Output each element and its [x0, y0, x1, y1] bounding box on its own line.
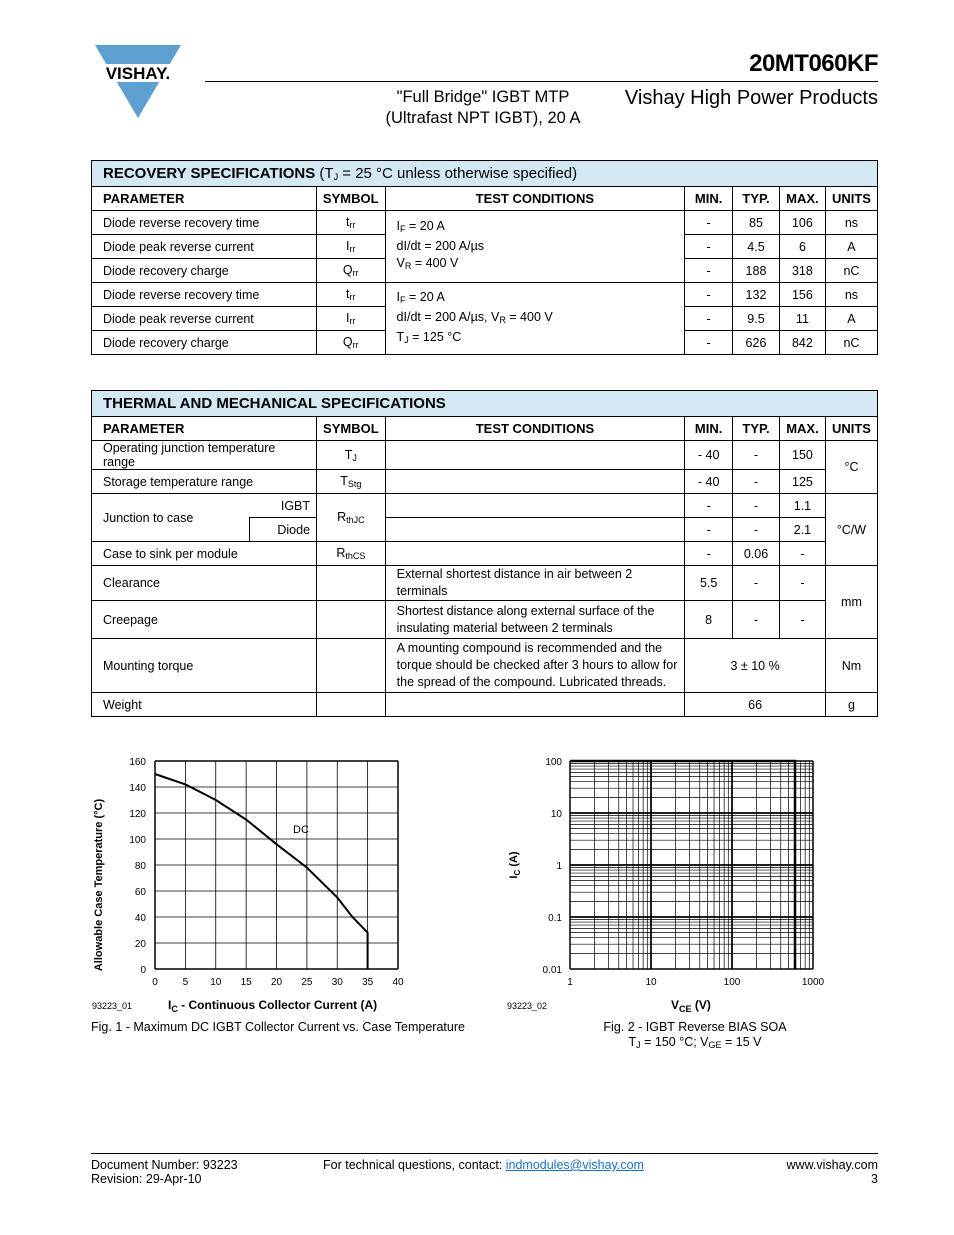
table-row: Case to sink per module $R_{thCS}$ - 0.06 -	[92, 542, 878, 566]
table-row: Clearance External shortest distance in air between 2 terminals 5.5 - - mm	[92, 566, 878, 601]
subtitle-line-1: "Full Bridge" IGBT MTP	[396, 88, 570, 106]
footer-doc-info: Document Number: 93223 Revision: 29-Apr-10	[91, 1158, 238, 1186]
y-tick-label: 100	[545, 757, 562, 768]
table-row: Operating junction temperature range $T_J$ - 40 - 150 °C	[92, 441, 878, 470]
division-name: Vishay High Power Products	[624, 87, 878, 109]
x-tick-label: 10	[645, 977, 657, 988]
x-axis-label: $I_C$ - Continuous Collector Current (A)	[168, 998, 378, 1014]
y-tick-label: 60	[134, 887, 146, 898]
contact-email-link[interactable]: indmodules@vishay.com	[505, 1158, 644, 1172]
footer-rule	[91, 1153, 878, 1154]
y-tick-label: 10	[550, 809, 562, 820]
table-row: Diode recovery charge $Q_{rr}$ - 188 318 nC	[92, 259, 878, 283]
footer-web	[787, 1158, 878, 1186]
logo-text: VISHAY.	[105, 64, 171, 83]
y-tick-label: 160	[129, 757, 146, 768]
table-row: Weight 66 g	[92, 693, 878, 717]
x-tick-label: 5	[182, 977, 189, 988]
y-tick-label: 0.1	[548, 913, 562, 924]
recovery-specifications-table	[91, 160, 878, 355]
table-row: Junction to case IGBT $R_{thJC}$ - - 1.1 °C/W	[92, 494, 878, 518]
vishay-logo	[92, 42, 184, 120]
figure-1-caption: Fig. 1 - Maximum DC IGBT Collector Current vs. Case Temperature	[91, 1020, 465, 1034]
x-tick-label: 15	[240, 977, 252, 988]
y-tick-label: 40	[134, 913, 146, 924]
header-rule	[205, 81, 878, 82]
y-axis-label: $I_C$ (A)	[508, 851, 522, 879]
x-tick-label: 25	[301, 977, 313, 988]
table-row: Diode reverse recovery time $t_{rr}$ $I_F = 20$ A dI/dt = 200 A/µs $V_R = 400$ V - 85 106 ns	[92, 211, 878, 235]
table-header-row: PARAMETER SYMBOL TEST CONDITIONS MIN. TYP. MAX. UNITS	[92, 187, 878, 211]
annotation-dc: DC	[293, 824, 309, 836]
test-conditions-25c: $I_F = 20$ A dI/dt = 200 A/µs $V_R = 400$ V	[385, 211, 685, 283]
x-tick-label: 20	[270, 977, 283, 988]
x-tick-label: 0	[152, 977, 158, 988]
figure-2-chart	[500, 750, 840, 1018]
y-tick-label: 20	[134, 939, 146, 950]
x-tick-label: 30	[331, 977, 343, 988]
table-row: Diode recovery charge $Q_{rr}$ - 626 842 nC	[92, 331, 878, 355]
y-axis-label: Allowable Case Temperature (°C)	[93, 798, 105, 972]
footer-contact: For technical questions, contact: indmodules@vishay.com	[323, 1158, 644, 1172]
series-line-dc	[155, 774, 368, 969]
x-tick-label: 1	[567, 977, 573, 988]
recovery-table-title: RECOVERY SPECIFICATIONS ($T_J = 25$ °C unless otherwise specified)	[92, 161, 878, 187]
subtitle-line-2: (Ultrafast NPT IGBT), 20 A	[385, 109, 581, 127]
figure-1-chart	[85, 750, 425, 1018]
table-row: Creepage Shortest distance along external surface of the insulating material between 2 terminals 8 - -	[92, 601, 878, 639]
chart-grid	[155, 761, 398, 969]
product-subtitle	[372, 87, 594, 129]
thermal-mechanical-table	[91, 390, 878, 717]
test-conditions-125c: $I_F = 20$ A dI/dt = 200 A/µs, $V_R = 400$ V $T_J = 125$ °C	[385, 283, 685, 355]
y-tick-label: 80	[134, 861, 146, 872]
chart-grid	[570, 761, 813, 969]
table-header-row: PARAMETER SYMBOL TEST CONDITIONS MIN. TYP. MAX. UNITS	[92, 417, 878, 441]
x-axis-label: $V_{CE}$ (V)	[671, 998, 711, 1014]
x-tick-label: 1000	[801, 977, 825, 988]
y-tick-label: 1	[556, 861, 562, 872]
page-number: 3	[871, 1172, 878, 1186]
table-row: Storage temperature range $T_{Stg}$ - 40 - 125	[92, 470, 878, 494]
table-row: Diode - - 2.1	[92, 518, 878, 542]
table-row: Diode peak reverse current $I_{rr}$ - 9.5 11 A	[92, 307, 878, 331]
part-number: 20MT060KF	[749, 50, 878, 77]
table-row: Diode peak reverse current $I_{rr}$ - 4.5 6 A	[92, 235, 878, 259]
figure-code: 93223_01	[92, 1001, 133, 1011]
y-tick-label: 120	[129, 809, 146, 820]
website-link[interactable]: www.vishay.com	[786, 1158, 878, 1172]
table-row: Diode reverse recovery time $t_{rr}$ $I_F = 20$ A dI/dt = 200 A/µs, $V_R = 400$ V $T_J = 125$ °C - 132 156 ns	[92, 283, 878, 307]
figure-2-caption: Fig. 2 - IGBT Reverse BIAS SOA $T_J = 150$ °C; $V_{GE} = 15$ V	[603, 1020, 787, 1050]
x-tick-label: 35	[362, 977, 374, 988]
figure-code: 93223_02	[507, 1001, 548, 1011]
y-tick-label: 0	[140, 965, 146, 976]
y-tick-label: 100	[129, 835, 146, 846]
y-tick-label: 140	[129, 783, 146, 794]
x-tick-label: 100	[723, 977, 741, 988]
x-tick-label: 10	[210, 977, 222, 988]
thermal-table-title: THERMAL AND MECHANICAL SPECIFICATIONS	[92, 391, 878, 417]
y-tick-label: 0.01	[542, 965, 562, 976]
x-tick-label: 40	[392, 977, 404, 988]
table-row: Mounting torque A mounting compound is recommended and the torque should be checked after 3 hours to allow for the spread of the compound. Lubricated threads. 3 ± 10 % Nm	[92, 639, 878, 693]
